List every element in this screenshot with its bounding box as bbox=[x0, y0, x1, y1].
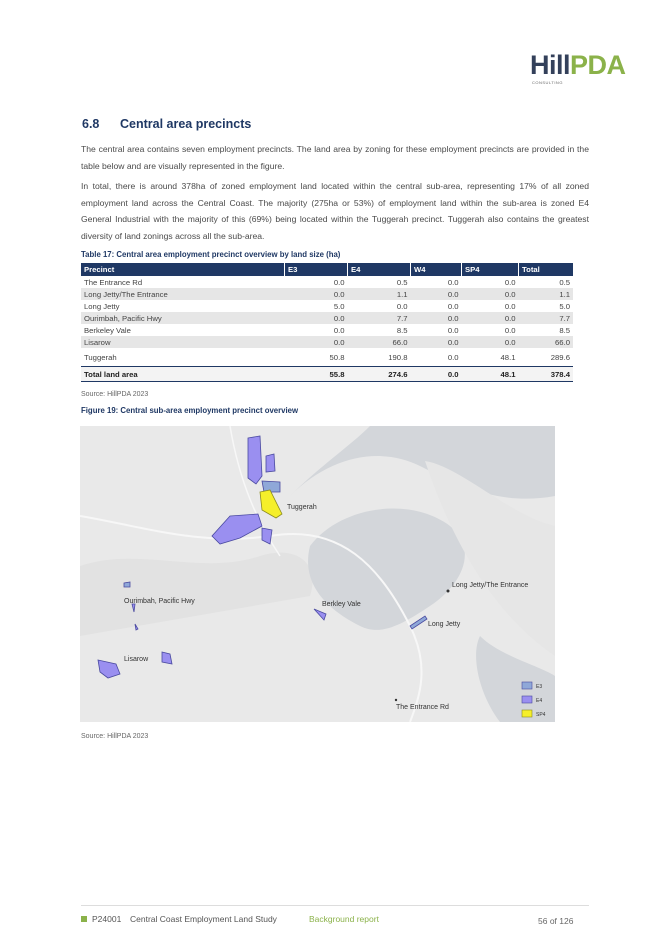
section-title: Central area precincts bbox=[120, 117, 252, 131]
table-cell: 0.0 bbox=[285, 336, 348, 348]
table-cell: 274.6 bbox=[348, 367, 411, 382]
table-cell: 0.0 bbox=[285, 288, 348, 300]
table-cell: Long Jetty bbox=[84, 301, 120, 311]
table-row bbox=[81, 300, 573, 312]
table-cell: 378.4 bbox=[519, 367, 574, 382]
hillpda-logo bbox=[530, 50, 626, 85]
table-cell: 0.0 bbox=[447, 301, 459, 311]
table-caption: Table 17: Central area employment precinct overview by land size (ha) bbox=[81, 250, 341, 259]
table-header: Precinct bbox=[81, 263, 285, 276]
map-label-long-jetty: Long Jetty bbox=[428, 621, 461, 628]
paragraph-1: The central area contains seven employment precincts. The land area by zoning for these employment precincts are provided in the table below and are visually represented in the figure. bbox=[81, 144, 589, 171]
table-cell: 48.1 bbox=[500, 352, 516, 362]
table-header: SP4 bbox=[462, 263, 519, 276]
table-cell: 0.0 bbox=[504, 325, 516, 335]
footer-divider bbox=[81, 905, 589, 906]
table-cell: 0.0 bbox=[462, 336, 519, 348]
table-cell: 0.0 bbox=[285, 312, 348, 324]
table-header: E4 bbox=[348, 263, 411, 276]
legend-label-e3: E3 bbox=[536, 684, 543, 690]
figure-caption: Figure 19: Central sub-area employment precinct overview bbox=[81, 406, 299, 415]
table-cell: 0.0 bbox=[396, 301, 408, 311]
table-cell: 0.0 bbox=[447, 325, 459, 335]
table-cell: 0.0 bbox=[411, 288, 462, 300]
map-label-berkley-vale: Berkley Vale bbox=[322, 601, 361, 608]
logo-text-pda: PDA bbox=[570, 50, 626, 80]
table-row bbox=[81, 348, 573, 367]
table-row bbox=[81, 336, 573, 348]
table-cell: Tuggerah bbox=[84, 352, 117, 362]
footer-subtitle: Background report bbox=[309, 914, 379, 924]
table-cell: 0.0 bbox=[504, 301, 516, 311]
table-cell: 0.0 bbox=[462, 312, 519, 324]
precinct-polygon-e3 bbox=[124, 582, 130, 587]
table-cell: Ourimbah, Pacific Hwy bbox=[81, 312, 285, 324]
table-cell: 1.1 bbox=[519, 288, 574, 300]
map-label-entrance-rd: The Entrance Rd bbox=[396, 704, 449, 711]
footer-title: Central Coast Employment Land Study bbox=[130, 914, 277, 924]
table-total-row bbox=[81, 367, 573, 382]
table-cell: 0.0 bbox=[462, 288, 519, 300]
figure-source: Source: HillPDA 2023 bbox=[81, 733, 149, 740]
legend-swatch-sp4 bbox=[522, 710, 532, 717]
table-cell: 8.5 bbox=[559, 325, 570, 335]
legend-label-sp4: SP4 bbox=[536, 712, 546, 718]
logo-subtitle: CONSULTING bbox=[532, 80, 563, 85]
table-cell: Total land area bbox=[81, 367, 285, 382]
table-cell: 190.8 bbox=[388, 352, 408, 362]
table-cell: 48.1 bbox=[462, 367, 519, 382]
map-label-ourimbah: Ourimbah, Pacific Hwy bbox=[124, 598, 195, 605]
map-label-long-jetty-entrance: Long Jetty/The Entrance bbox=[452, 582, 529, 589]
legend-swatch-e3 bbox=[522, 682, 532, 689]
table-header-row bbox=[81, 263, 573, 276]
table-cell: 55.8 bbox=[285, 367, 348, 382]
section-number: 6.8 bbox=[82, 117, 100, 131]
table-row bbox=[81, 288, 573, 300]
table-cell: 0.0 bbox=[411, 336, 462, 348]
precinct-marker bbox=[395, 699, 397, 701]
precinct-polygon-e4 bbox=[248, 436, 262, 484]
table-cell: 7.7 bbox=[348, 312, 411, 324]
map-label-lisarow: Lisarow bbox=[124, 656, 149, 663]
table-cell: 66.0 bbox=[348, 336, 411, 348]
precinct-polygon-e3 bbox=[262, 481, 280, 492]
table-cell: 8.5 bbox=[396, 325, 408, 335]
table-cell: 7.7 bbox=[519, 312, 574, 324]
precinct-marker bbox=[447, 590, 450, 593]
paragraph-2: In total, there is around 378ha of zoned employment land located within the central sub-area, representing 17% of all zoned employment land across the Central Coast. The majority (275ha or 53%) of employment land within the sub-area is zoned E4 General Industrial with the majority of this (69%) being located within the Tuggerah precinct. Tuggerah also contains the greatest diversity of land zonings across all the sub-area. bbox=[81, 181, 589, 241]
footer-project-code: P24001 bbox=[92, 914, 122, 924]
table-row bbox=[81, 312, 573, 324]
table-cell: 66.0 bbox=[519, 336, 574, 348]
legend-label-e4: E4 bbox=[536, 698, 543, 704]
table-cell: 5.0 bbox=[333, 301, 345, 311]
table-cell: 0.0 bbox=[411, 367, 462, 382]
table-cell: 0.5 bbox=[396, 277, 408, 287]
table-source: Source: HillPDA 2023 bbox=[81, 391, 149, 398]
legend-swatch-e4 bbox=[522, 696, 532, 703]
table-cell: 0.0 bbox=[447, 352, 459, 362]
table-cell: Berkeley Vale bbox=[84, 325, 131, 335]
table-header: W4 bbox=[411, 263, 462, 276]
table-header: E3 bbox=[285, 263, 348, 276]
table-cell: The Entrance Rd bbox=[84, 277, 143, 287]
table-row bbox=[81, 324, 573, 336]
footer-square-icon bbox=[81, 916, 87, 922]
table-cell: 0.0 bbox=[333, 325, 345, 335]
table-cell: Long Jetty/The Entrance bbox=[81, 288, 285, 300]
table-cell: 0.0 bbox=[411, 312, 462, 324]
map-label-tuggerah: Tuggerah bbox=[287, 504, 317, 511]
table-cell: 5.0 bbox=[559, 301, 570, 311]
table-cell: 0.5 bbox=[559, 277, 570, 287]
table-header: Total bbox=[519, 263, 574, 276]
logo-text-hill: Hill bbox=[530, 50, 571, 80]
page-number: 56 of 126 bbox=[538, 916, 574, 926]
table-cell: 50.8 bbox=[329, 352, 345, 362]
table-cell: 0.0 bbox=[333, 277, 345, 287]
table-cell: 0.0 bbox=[447, 277, 459, 287]
table-cell: 0.0 bbox=[504, 277, 516, 287]
precinct-polygon-e4 bbox=[266, 454, 275, 472]
table-cell: 289.6 bbox=[550, 352, 570, 362]
table-cell: 1.1 bbox=[348, 288, 411, 300]
table-row bbox=[81, 276, 573, 288]
precinct-map bbox=[80, 426, 555, 722]
table-cell: Lisarow bbox=[81, 336, 285, 348]
precinct-table bbox=[81, 263, 573, 382]
